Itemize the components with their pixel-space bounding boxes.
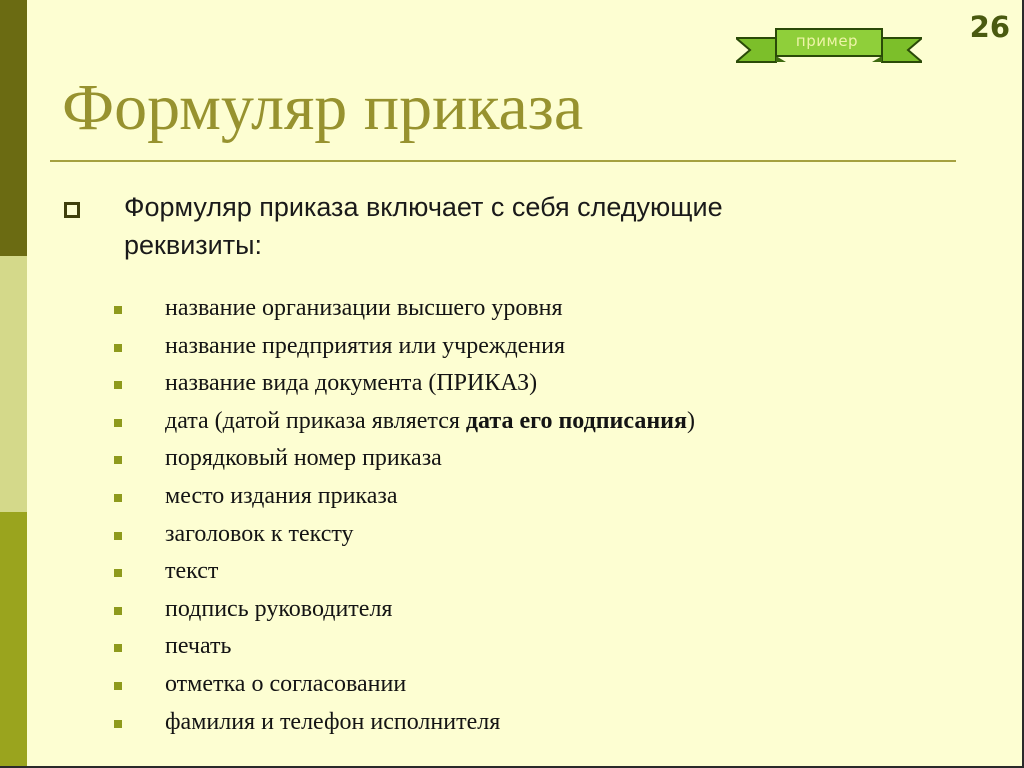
list-item [114, 553, 695, 591]
square-bullet-icon [114, 682, 122, 690]
square-bullet-icon [114, 494, 122, 502]
square-bullet-icon [114, 569, 122, 577]
title-divider [50, 160, 956, 162]
list-item [114, 290, 695, 328]
example-ribbon-button[interactable] [736, 26, 922, 66]
requisites-list [114, 290, 695, 741]
square-bullet-icon [114, 720, 122, 728]
square-bullet-icon [114, 344, 122, 352]
list-item [114, 704, 695, 742]
sidebar-band-middle [0, 256, 27, 512]
ribbon-label: пример [795, 32, 859, 50]
list-item-text: заголовок к тексту [165, 520, 354, 547]
square-bullet-icon [114, 644, 122, 652]
square-bullet-icon [114, 419, 122, 427]
slide-number: 26 [969, 10, 1010, 44]
list-item [114, 478, 695, 516]
list-item-text: печать [165, 633, 232, 660]
sidebar-band-bottom [0, 512, 27, 768]
list-item-text: текст [165, 558, 219, 585]
list-item-text: название вида документа (ПРИКАЗ) [165, 370, 538, 397]
list-item-text: название предприятия или учреждения [165, 332, 566, 359]
list-item-text: порядковый номер приказа [165, 445, 442, 472]
sidebar-band-top [0, 0, 27, 256]
list-item-text: фамилия и телефон исполнителя [165, 708, 501, 735]
slide-title: Формуляр приказа [62, 71, 584, 144]
list-item-text: отметка о согласовании [165, 670, 407, 697]
list-item [114, 403, 695, 441]
square-bullet-icon [114, 381, 122, 389]
lead-text: Формуляр приказа включает с себя следующие реквизиты: [124, 192, 723, 260]
list-item-emphasis: дата его подписания [465, 407, 687, 434]
square-bullet-icon [114, 607, 122, 615]
list-item [114, 440, 695, 478]
list-item-text: подпись руководителя [165, 595, 393, 622]
list-item-text: дата (датой приказа является [165, 407, 466, 434]
square-bullet-icon [114, 306, 122, 314]
list-item [114, 365, 695, 403]
list-item [114, 591, 695, 629]
lead-paragraph [58, 188, 858, 264]
list-item [114, 328, 695, 366]
square-bullet-icon [114, 532, 122, 540]
list-item [114, 628, 695, 666]
list-item [114, 516, 695, 554]
list-item-text-end: ) [686, 407, 695, 434]
list-item-text: место издания приказа [165, 482, 398, 509]
hollow-square-bullet-icon [64, 202, 80, 218]
list-item-text: название организации высшего уровня [165, 295, 563, 321]
square-bullet-icon [114, 456, 122, 464]
list-item [114, 666, 695, 704]
